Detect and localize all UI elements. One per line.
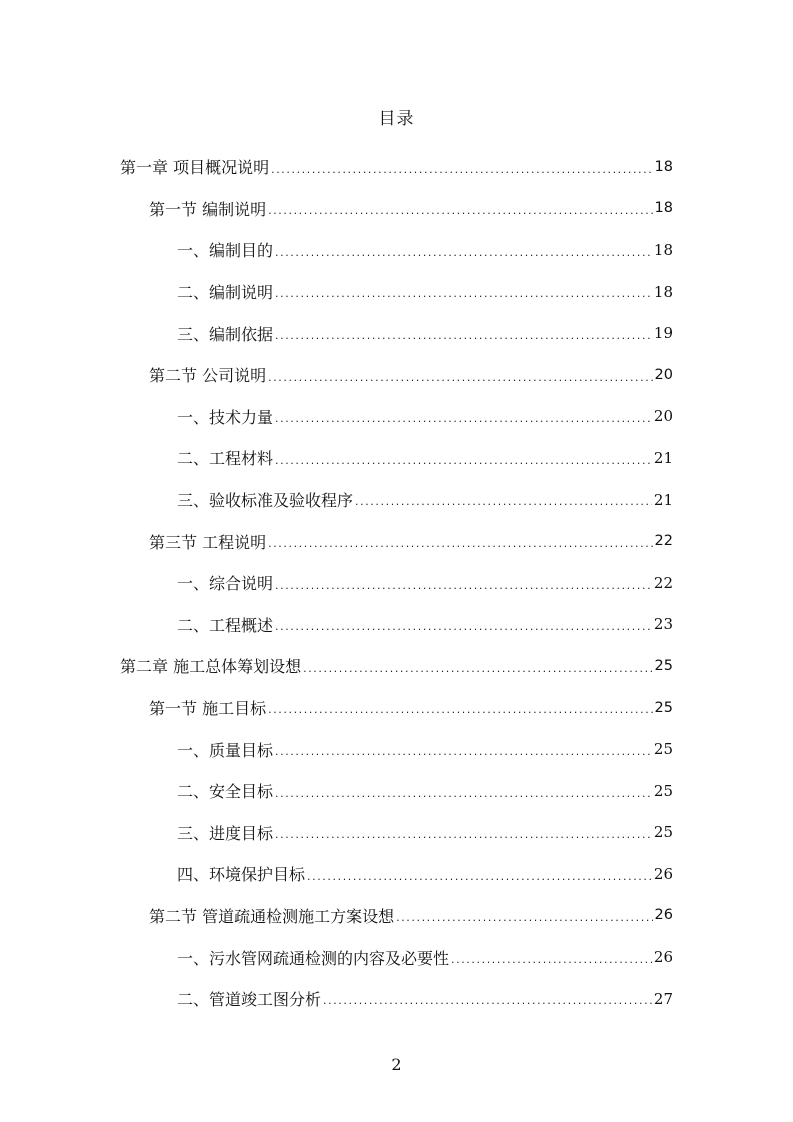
- toc-entry-page: 21: [653, 490, 673, 509]
- toc-entry[interactable]: [0, 978, 793, 1020]
- dot-leader: [307, 871, 652, 895]
- toc-entry-label: 三、验收标准及验收程序: [177, 491, 354, 511]
- toc-entry-label: 一、质量目标: [177, 740, 274, 760]
- dot-leader: [275, 621, 652, 645]
- toc-entry-page: 20: [653, 407, 673, 426]
- toc-entry[interactable]: [0, 146, 793, 188]
- toc-entry-label: 第二节 公司说明: [149, 366, 267, 386]
- toc-entry-label: 二、管道竣工图分析: [177, 990, 322, 1010]
- toc-entry-label: 一、编制目的: [177, 241, 274, 261]
- toc-entry[interactable]: [0, 562, 793, 604]
- toc-entry-label: 第一节 施工目标: [149, 699, 267, 719]
- toc-entry-label: 一、污水管网疏通检测的内容及必要性: [177, 948, 450, 968]
- toc-entry-label: 一、技术力量: [177, 407, 274, 427]
- toc-entry-page: 22: [654, 533, 673, 550]
- toc-entry-label: 第二节 管道疏通检测施工方案设想: [149, 906, 395, 926]
- toc-entry[interactable]: [0, 895, 793, 937]
- toc-entry-label: 三、进度目标: [177, 823, 274, 843]
- toc-entry-label: 四、环境保护目标: [177, 865, 306, 885]
- toc-entry-page: 27: [653, 989, 673, 1008]
- toc-entry[interactable]: [0, 936, 793, 978]
- toc-entry-page: 25: [653, 823, 673, 842]
- toc-entry-page: 25: [654, 657, 673, 674]
- dot-leader: [396, 912, 652, 936]
- toc-entry[interactable]: [0, 728, 793, 770]
- toc-entry[interactable]: [0, 604, 793, 646]
- toc-entry[interactable]: [0, 354, 793, 396]
- toc-entry-label: 二、工程概述: [177, 615, 274, 635]
- toc-entry-label: 二、工程材料: [177, 449, 274, 469]
- toc-entry-page: 23: [653, 615, 673, 634]
- toc-entry[interactable]: [0, 271, 793, 313]
- dot-leader: [275, 746, 652, 770]
- toc-entry-page: 26: [653, 948, 673, 967]
- dot-leader: [271, 164, 652, 188]
- toc-entry[interactable]: [0, 687, 793, 729]
- toc-entry-label: 二、安全目标: [177, 782, 274, 802]
- toc-title: 目录: [378, 109, 415, 129]
- toc-entry-page: 21: [653, 448, 673, 467]
- toc-entry[interactable]: [0, 479, 793, 521]
- toc-entry-label: 第一章 项目概况说明: [120, 158, 270, 178]
- toc-entry[interactable]: [0, 853, 793, 895]
- dot-leader: [268, 372, 652, 396]
- toc-entry-label: 三、编制依据: [177, 324, 274, 344]
- dot-leader: [268, 538, 652, 562]
- table-of-contents: [0, 146, 793, 1019]
- toc-entry-page: 25: [653, 781, 673, 800]
- toc-entry[interactable]: [0, 520, 793, 562]
- dot-leader: [303, 663, 652, 687]
- toc-entry[interactable]: [0, 812, 793, 854]
- toc-entry[interactable]: [0, 396, 793, 438]
- toc-entry-page: 25: [653, 740, 673, 759]
- dot-leader: [275, 580, 652, 604]
- toc-entry-label: 一、综合说明: [177, 574, 274, 594]
- dot-leader: [275, 788, 652, 812]
- dot-leader: [275, 330, 652, 354]
- toc-entry[interactable]: [0, 437, 793, 479]
- dot-leader: [275, 247, 652, 271]
- toc-entry-page: 22: [653, 573, 673, 592]
- dot-leader: [275, 413, 652, 437]
- toc-entry-page: 25: [654, 699, 673, 716]
- toc-entry-label: 第二章 施工总体筹划设想: [120, 657, 302, 677]
- toc-entry-page: 26: [654, 907, 673, 924]
- toc-entry[interactable]: [0, 645, 793, 687]
- toc-entry[interactable]: [0, 770, 793, 812]
- toc-entry-label: 第一节 编制说明: [149, 199, 267, 219]
- toc-entry[interactable]: [0, 229, 793, 271]
- page-number: 2: [391, 1055, 402, 1074]
- toc-entry-page: 18: [654, 200, 673, 217]
- dot-leader: [275, 829, 652, 853]
- dot-leader: [268, 205, 652, 229]
- dot-leader: [275, 455, 652, 479]
- toc-entry-page: 26: [653, 864, 673, 883]
- toc-entry-page: 19: [653, 324, 673, 343]
- dot-leader: [451, 954, 652, 978]
- toc-entry-label: 第三节 工程说明: [149, 532, 267, 552]
- toc-entry-page: 18: [653, 282, 673, 301]
- dot-leader: [323, 995, 652, 1019]
- toc-entry[interactable]: [0, 188, 793, 230]
- toc-entry-page: 18: [654, 158, 673, 175]
- dot-leader: [268, 704, 652, 728]
- toc-entry-page: 20: [654, 366, 673, 383]
- toc-entry-page: 18: [653, 240, 673, 259]
- toc-entry-label: 二、编制说明: [177, 283, 274, 303]
- dot-leader: [355, 496, 652, 520]
- dot-leader: [275, 288, 652, 312]
- toc-entry[interactable]: [0, 312, 793, 354]
